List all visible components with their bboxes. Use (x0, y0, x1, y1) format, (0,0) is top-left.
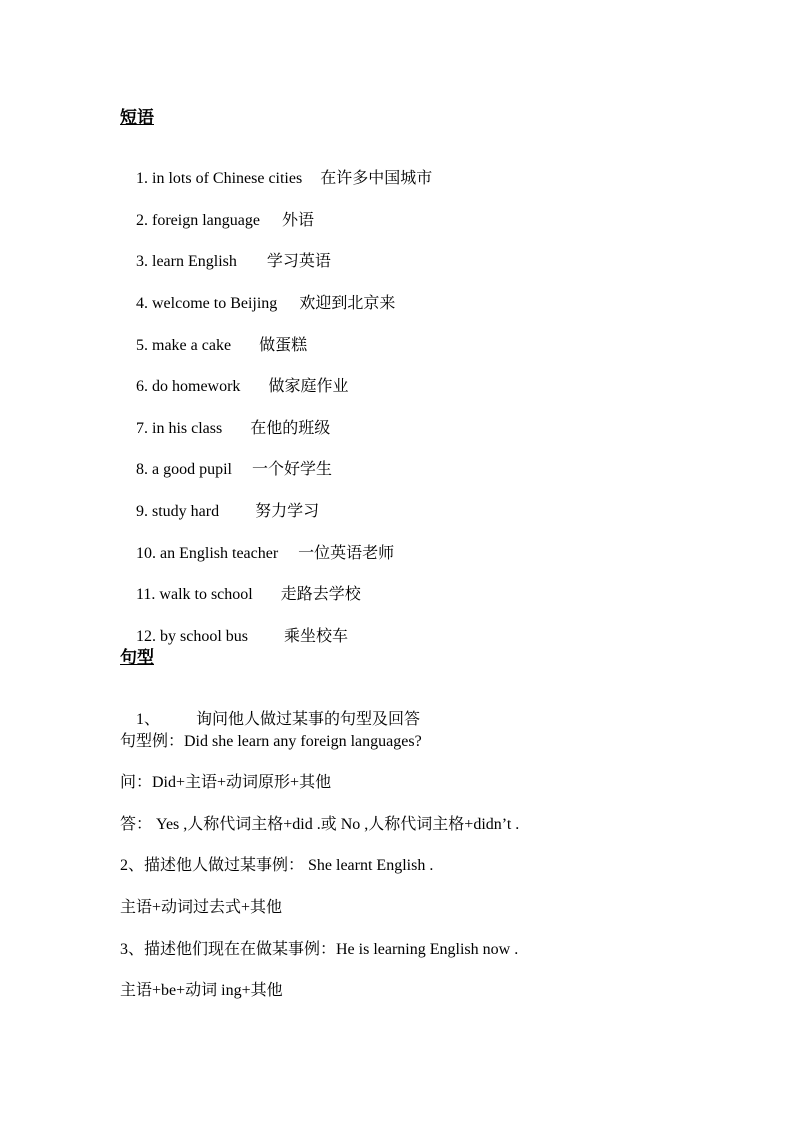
phrase-chinese: 一位英语老师 (298, 545, 395, 562)
pattern-example: 2、描述他人做过某事例： She learnt English . (120, 857, 434, 874)
pattern-title: 询问他人做过某事的句型及回答 (196, 711, 421, 728)
pattern-number: 1、 (136, 711, 161, 728)
phrase-chinese: 欢迎到北京来 (299, 295, 396, 312)
pattern-answer: 答： Yes ,人称代词主格+did .或 No ,人称代词主格+didn’t . (120, 816, 520, 833)
pattern-example: 3、描述他们现在在做某事例：He is learning English now . (120, 941, 519, 958)
patterns-heading: 句型 (120, 648, 154, 667)
phrase-english: 4. welcome to Beijing (136, 295, 278, 312)
phrase-chinese: 走路去学校 (280, 586, 361, 603)
phrase-english: 10. an English teacher (136, 545, 279, 562)
phrase-chinese: 在他的班级 (250, 420, 331, 437)
phrase-chinese: 努力学习 (255, 503, 320, 520)
phrase-chinese: 外语 (281, 212, 314, 229)
pattern-example: 句型例：Did she learn any foreign languages? (120, 733, 422, 750)
phrase-english: 2. foreign language (136, 212, 260, 229)
phrase-english: 5. make a cake (136, 337, 232, 354)
phrase-english: 12. by school bus (136, 628, 248, 645)
phrases-heading: 短语 (120, 108, 154, 127)
phrase-chinese: 学习英语 (266, 253, 331, 270)
phrase-chinese: 在许多中国城市 (320, 170, 433, 187)
phrase-english: 11. walk to school (136, 586, 253, 603)
phrase-item (120, 607, 348, 667)
phrase-english: 8. a good pupil (136, 461, 232, 478)
phrase-english: 3. learn English (136, 253, 237, 270)
pattern-formula: 主语+动词过去式+其他 (120, 899, 283, 916)
pattern-formula: 主语+be+动词 ing+其他 (120, 982, 283, 999)
phrase-chinese: 做蛋糕 (259, 337, 308, 354)
phrase-chinese: 一个好学生 (252, 461, 333, 478)
pattern-question: 问：Did+主语+动词原形+其他 (120, 774, 332, 791)
phrase-english: 7. in his class (136, 420, 223, 437)
phrase-chinese: 乘坐校车 (284, 628, 349, 645)
phrase-english: 6. do homework (136, 378, 241, 395)
phrase-english: 9. study hard (136, 503, 220, 520)
phrase-chinese: 做家庭作业 (268, 378, 349, 395)
phrase-english: 1. in lots of Chinese cities (136, 170, 303, 187)
